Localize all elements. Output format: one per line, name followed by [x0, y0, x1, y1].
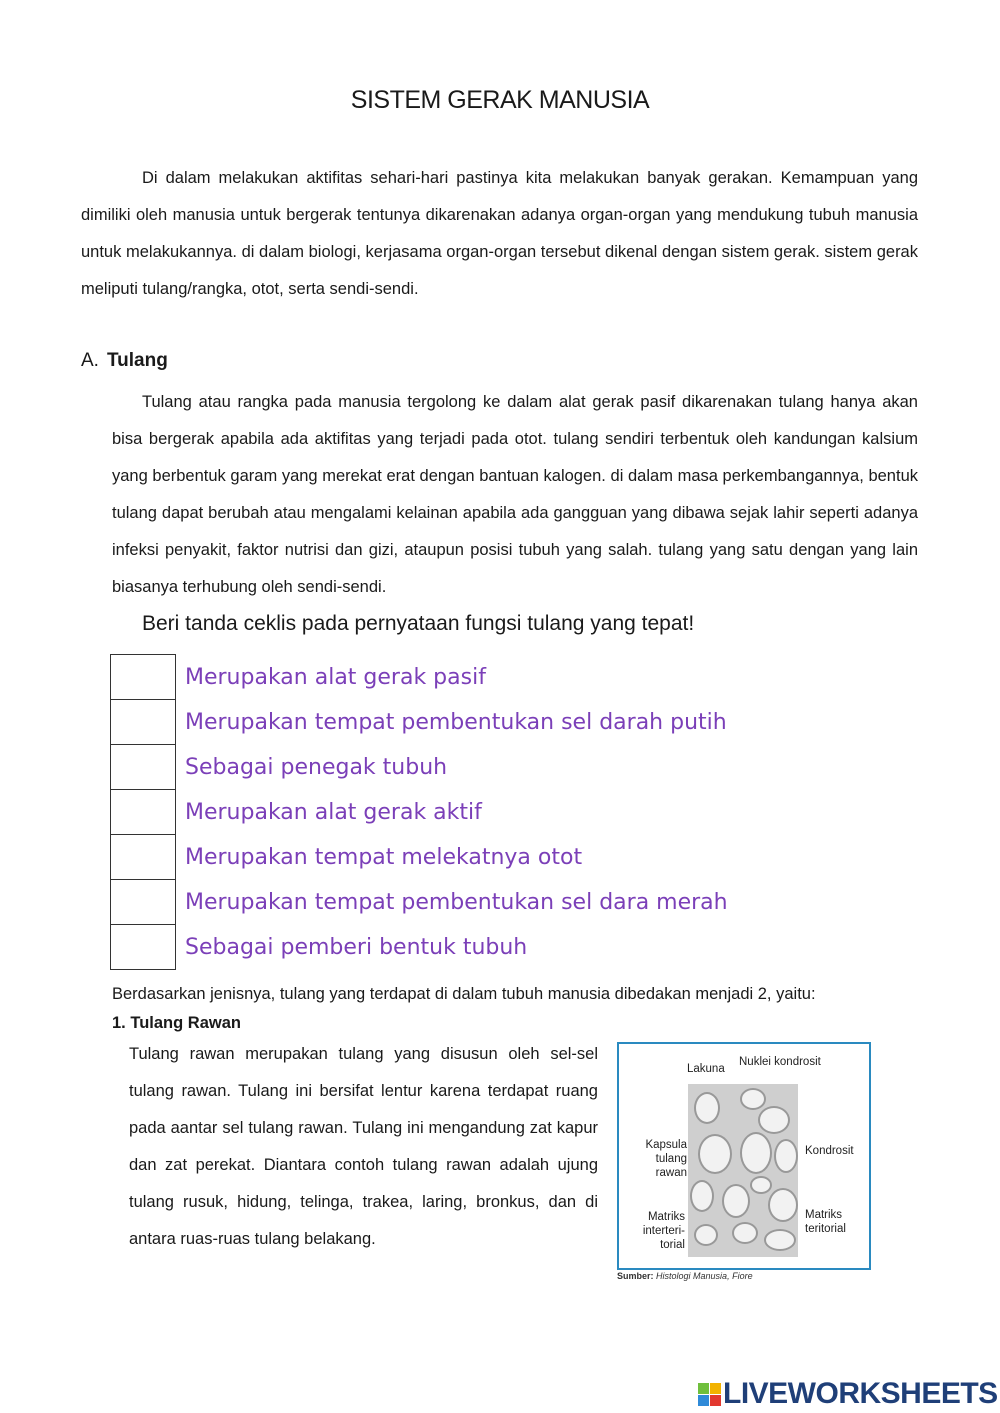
tulang-paragraph: Tulang atau rangka pada manusia tergolong ke dalam alat gerak pasif dikarenakan tulang hanya akan bisa bergerak apabila ada aktifitas yang terjadi pada otot. tulang sendiri terbentuk oleh kandungan kalsium yang berbentuk garam yang merekat erat dengan bantuan kalogen. di dalam masa perkembangannya, bentuk tulang dapat berubah atau mengalami kelainan apabila ada gangguan yang dibawa sejak lahir seperti adanya infeksi penyakit, faktor nutrisi dan gizi, ataupun posisi tubuh yang salah. tulang yang satu dengan yang lain biasanya terhubung oleh sendi-sendi.: [112, 393, 918, 596]
label-nuklei-kondrosit: Nuklei kondrosit: [739, 1056, 821, 1068]
checkbox[interactable]: [111, 700, 176, 745]
option-label: Merupakan alat gerak aktif: [185, 799, 482, 825]
section-letter: A.: [81, 350, 99, 371]
cartilage-specimen-image: [688, 1084, 798, 1257]
question-prompt: Beri tanda ceklis pada pernyataan fungsi tulang yang tepat!: [142, 612, 695, 635]
types-intro: Berdasarkan jenisnya, tulang yang terdapat di dalam tubuh manusia dibedakan menjadi 2, yaitu:: [112, 985, 816, 1003]
checklist-row: [111, 745, 730, 790]
checkbox[interactable]: [111, 835, 176, 880]
subheading-tulang-rawan: 1. Tulang Rawan: [112, 1014, 241, 1032]
label-kondrosit: Kondrosit: [805, 1145, 854, 1157]
checkbox[interactable]: [111, 745, 176, 790]
checklist-row: [111, 700, 730, 745]
section-heading: [81, 350, 168, 372]
label-kapsula: Kapsula tulang rawan: [645, 1139, 687, 1179]
source-text: Histologi Manusia, Fiore: [656, 1271, 753, 1281]
checklist-row: [111, 655, 730, 700]
tulang-rawan-paragraph: Tulang rawan merupakan tulang yang disusun oleh sel-sel tulang rawan. Tulang ini bersifat lentur karena terdapat ruang pada aantar sel tulang rawan. Tulang ini mengandung zat kapur dan zat perekat. Diantara contoh tulang rawan adalah ujung tulang rusuk, hidung, telinga, trakea, laring, bronkus, dan di antara ruas-ruas tulang belakang.: [129, 1045, 598, 1248]
label-matriks-teritorial: Matriks teritorial: [805, 1209, 846, 1235]
option-label: Merupakan tempat melekatnya otot: [185, 844, 583, 870]
logo-badge-icon: [698, 1383, 721, 1406]
checklist-row: [111, 835, 730, 880]
label-lakuna: Lakuna: [687, 1063, 725, 1075]
option-label: Sebagai pemberi bentuk tubuh: [185, 934, 528, 960]
option-label: Merupakan alat gerak pasif: [185, 664, 486, 690]
checklist-row: [111, 880, 730, 925]
logo-text: LIVEWORKSHEETS: [723, 1377, 998, 1410]
cartilage-diagram: [617, 1042, 871, 1270]
checkbox[interactable]: [111, 880, 176, 925]
checklist-row: [111, 790, 730, 835]
figure-source: [617, 1271, 753, 1281]
intro-paragraph: Di dalam melakukan aktifitas sehari-hari pastinya kita melakukan banyak gerakan. Kemampuan yang dimiliki oleh manusia untuk bergerak tentunya dikarenakan adanya organ-organ yang mendukung tubuh manusia untuk melakukannya. di dalam biologi, kerjasama organ-organ tersebut dikenal dengan sistem gerak. sistem gerak meliputi tulang/rangka, otot, serta sendi-sendi.: [81, 169, 918, 298]
liveworksheets-logo[interactable]: [698, 1377, 998, 1411]
checkbox[interactable]: [111, 655, 176, 700]
checkbox[interactable]: [111, 925, 176, 970]
label-matriks-interteritorial: Matriks interteri-torial: [642, 1211, 685, 1251]
option-label: Merupakan tempat pembentukan sel darah putih: [185, 709, 727, 735]
checklist-table: [110, 654, 730, 970]
source-label: Sumber:: [617, 1271, 654, 1281]
section-title: Tulang: [106, 350, 168, 371]
checkbox[interactable]: [111, 790, 176, 835]
checklist-row: [111, 925, 730, 970]
option-label: Sebagai penegak tubuh: [185, 754, 448, 780]
page-title: SISTEM GERAK MANUSIA: [350, 86, 650, 114]
option-label: Merupakan tempat pembentukan sel dara merah: [185, 889, 728, 915]
